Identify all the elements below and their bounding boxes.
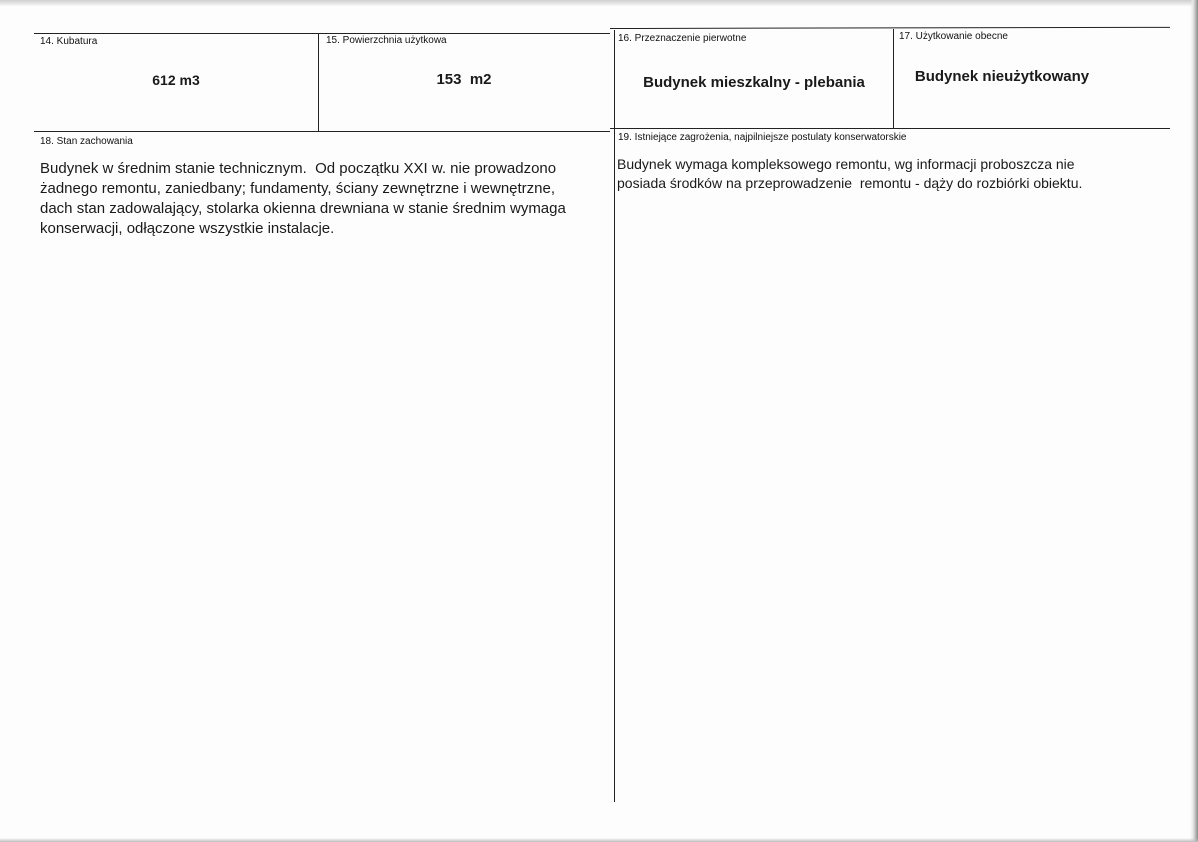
powierzchnia-label: 15. Powierzchnia użytkowa [326,35,447,46]
scan-edge-top [0,0,1198,6]
column-divider-main [614,30,615,802]
table-top-border [34,33,610,34]
kubatura-value: 612 m3 [152,72,200,88]
stan-line: żadnego remontu, zaniedbany; fundamenty, ściany zewnętrzne i wewnętrzne, [40,180,556,197]
zagrozenia-label: 19. Istniejące zagrożenia, najpilniejsze postulaty konserwatorskie [618,132,907,143]
row-divider-right [610,128,1170,129]
table-top-border-right [610,27,1170,29]
zagrozenia-line: Budynek wymaga kompleksowego remontu, wg informacji proboszcza nie [617,156,1075,172]
uzytkowanie-value: Budynek nieużytkowany [914,68,1090,85]
zagrozenia-text [617,155,1177,193]
powierzchnia-value: 153 m2 [436,71,492,88]
uzytkowanie-label: 17. Użytkowanie obecne [899,31,1008,42]
row-divider [34,131,610,132]
przeznaczenie-label: 16. Przeznaczenie pierwotne [618,33,747,44]
stan-line: dach stan zadowalający, stolarka okienna drewniana w stanie średnim wymaga [40,200,566,217]
przeznaczenie-value: Budynek mieszkalny - plebania [643,74,865,91]
stan-zachowania-label: 18. Stan zachowania [40,136,133,147]
kubatura-label: 14. Kubatura [40,36,98,47]
stan-zachowania-text [40,159,608,239]
stan-line: Budynek w średnim stanie technicznym. Od początku XXI w. nie prowadzono [40,160,557,177]
scan-edge-bottom [0,838,1198,842]
stan-line: konserwacji, odłączone wszystkie instalacje. [40,220,335,237]
scan-edge-right [1190,0,1198,842]
zagrozenia-line: posiada środków na przeprowadzenie remontu - dąży do rozbiórki obiektu. [617,175,1083,191]
